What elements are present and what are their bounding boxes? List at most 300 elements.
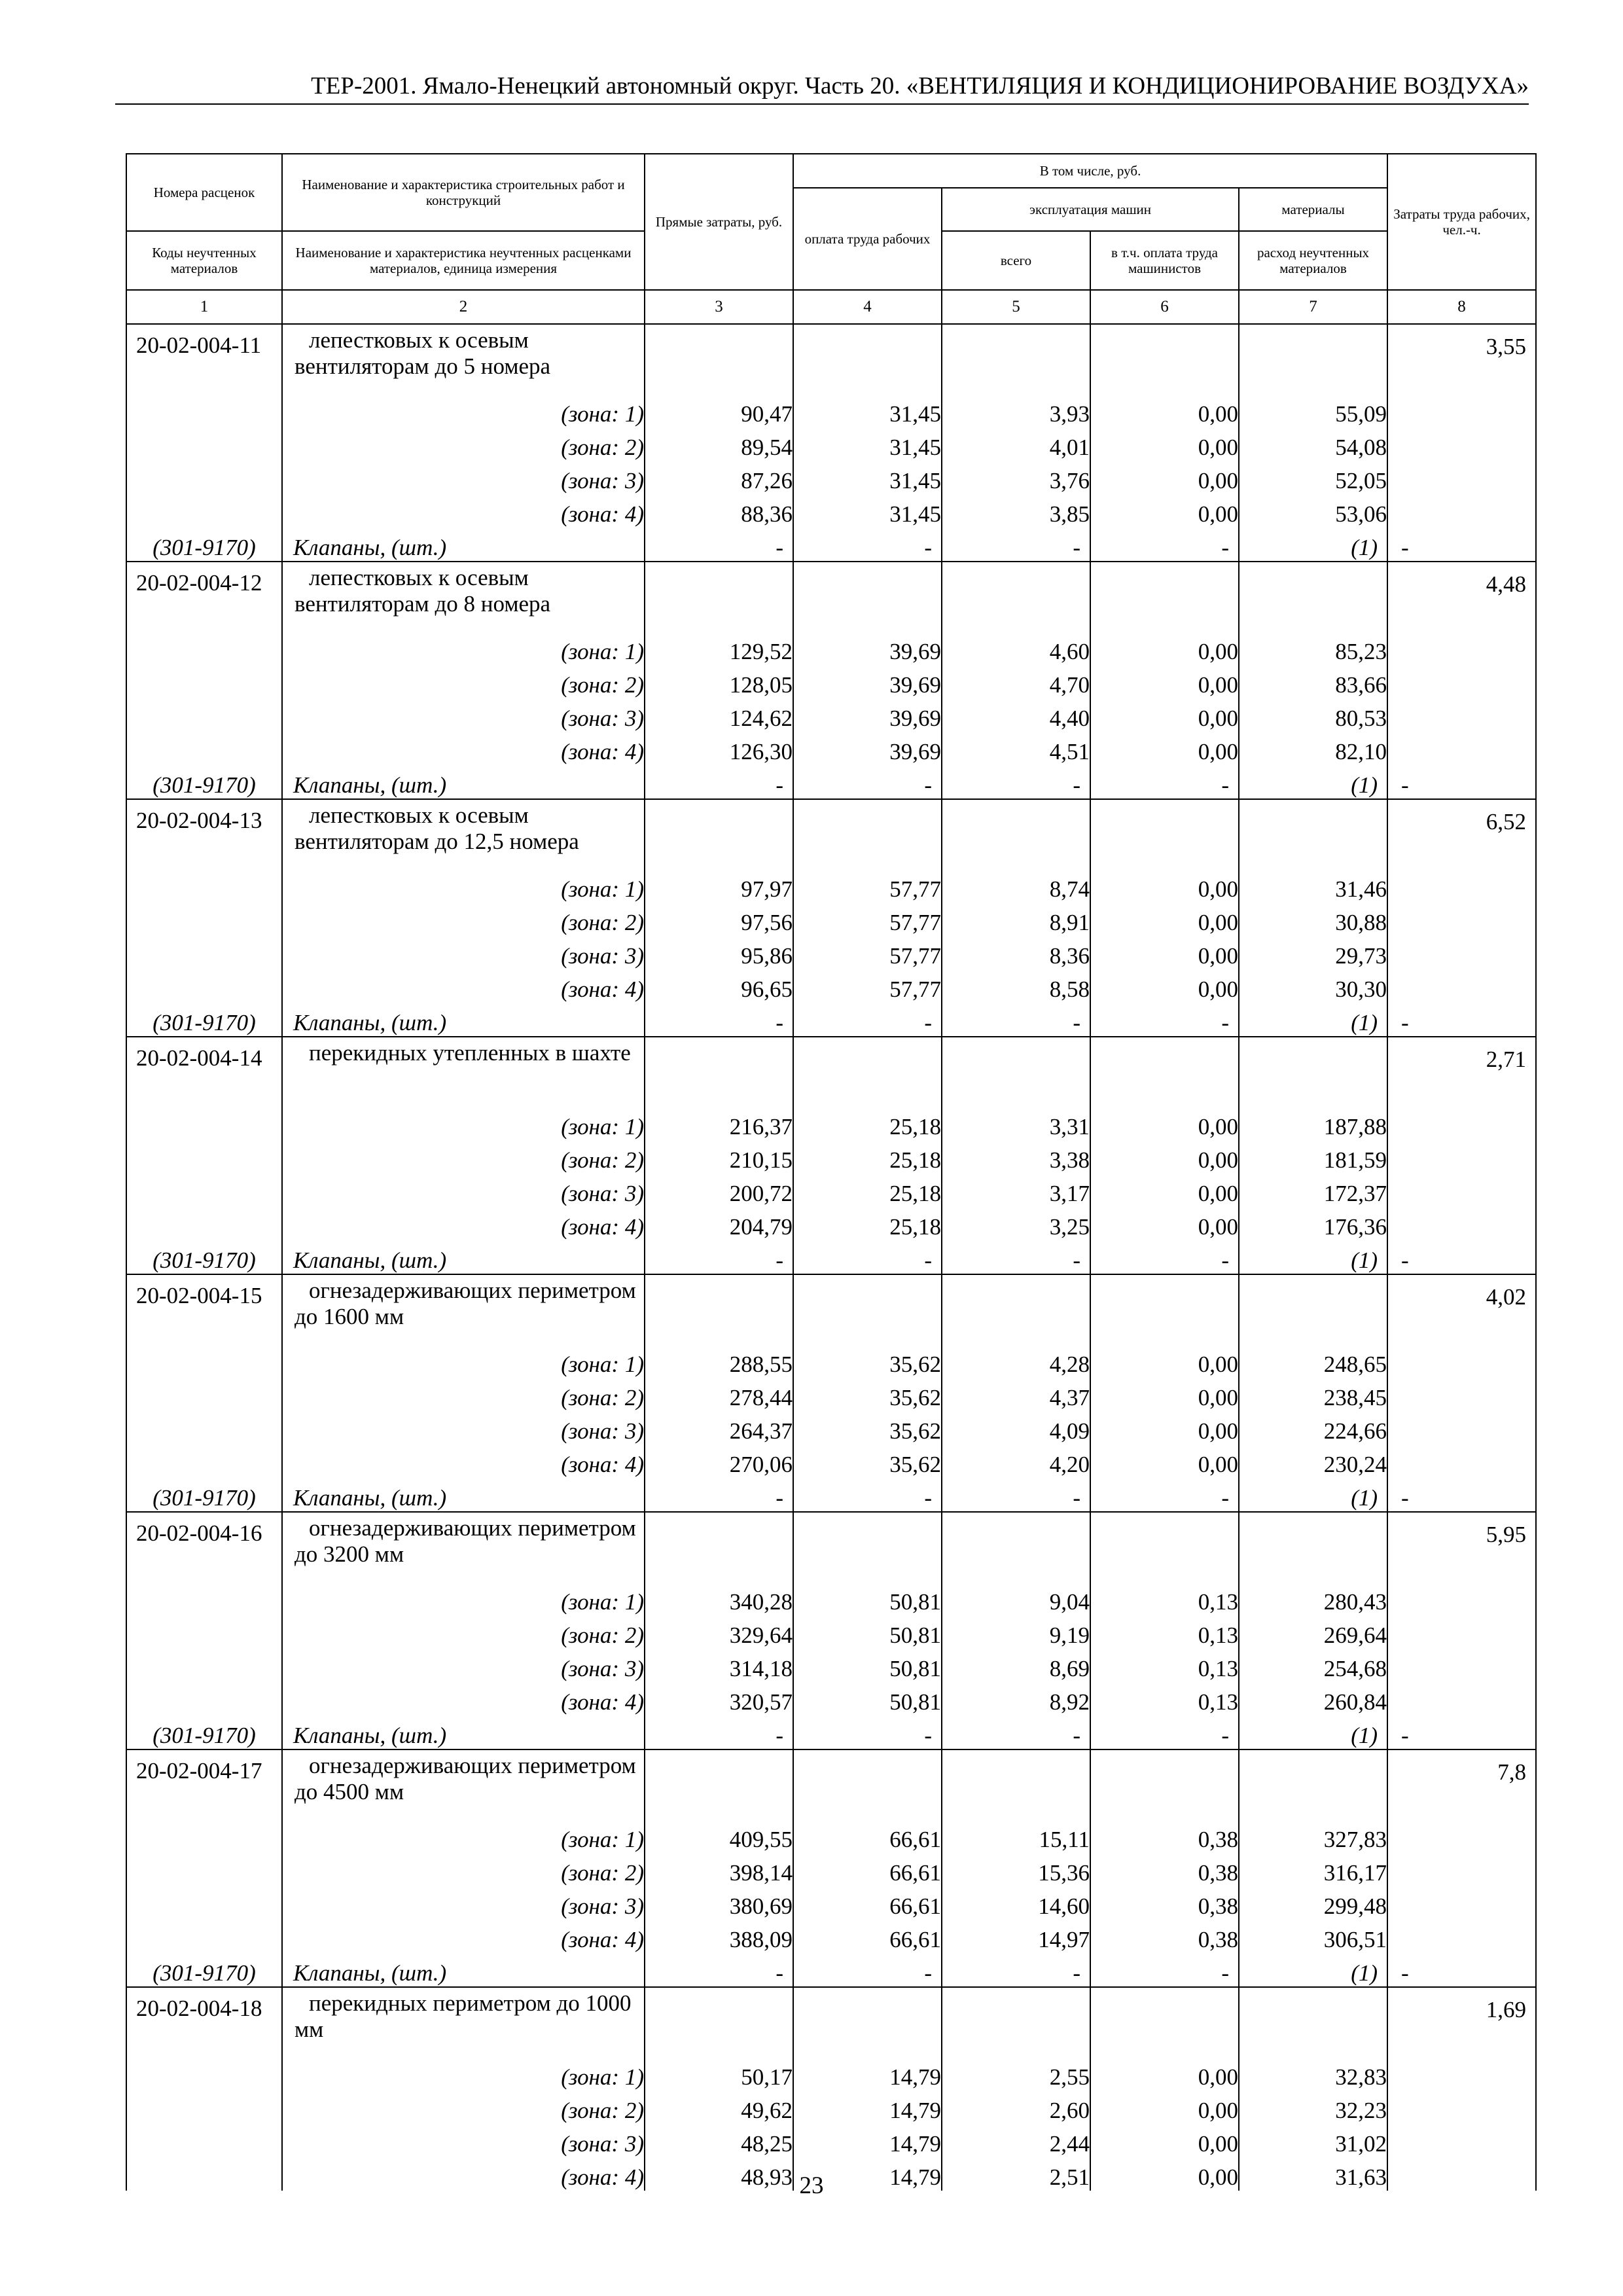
column-number: 8 [1387, 290, 1536, 324]
empty-cell [1387, 1140, 1536, 1174]
rate-code: 20-02-004-14 [126, 1037, 282, 1107]
worker-pay: 25,18 [793, 1140, 942, 1174]
empty-cell [942, 1749, 1090, 1820]
empty-cell [1387, 2090, 1536, 2124]
empty-cell [126, 732, 282, 765]
machine-total: 3,25 [942, 1207, 1090, 1240]
empty-cell [126, 1886, 282, 1920]
machinist-pay: 0,13 [1090, 1649, 1239, 1682]
empty-cell [1387, 2057, 1536, 2090]
machine-total: 4,37 [942, 1378, 1090, 1411]
empty-cell [1090, 1274, 1239, 1344]
empty-cell [1239, 1274, 1387, 1344]
rate-name: огнезадерживающих периметром до 4500 мм [282, 1749, 645, 1820]
machinist-pay: 0,00 [1090, 427, 1239, 461]
empty-cell [1239, 1037, 1387, 1107]
direct-costs: 88,36 [645, 494, 793, 528]
empty-cell [126, 1582, 282, 1615]
empty-cell [793, 799, 942, 869]
zone-label: (зона: 3) [282, 461, 645, 494]
empty-cell [1239, 1987, 1387, 2057]
material-dash: - [1387, 528, 1536, 562]
direct-costs: 388,09 [645, 1920, 793, 1953]
machine-total: 8,91 [942, 903, 1090, 936]
empty-cell [126, 1411, 282, 1444]
zone-row [126, 969, 1536, 1003]
empty-cell [793, 1987, 942, 2057]
direct-costs: 320,57 [645, 1682, 793, 1715]
zone-label: (зона: 3) [282, 1174, 645, 1207]
zone-label: (зона: 1) [282, 1344, 645, 1378]
empty-cell [126, 698, 282, 732]
zone-row [126, 1444, 1536, 1478]
material-row [126, 1478, 1536, 1512]
labor-costs: 5,95 [1387, 1512, 1536, 1582]
machinist-pay: 0,00 [1090, 969, 1239, 1003]
empty-cell [126, 2124, 282, 2157]
material-dash: - [942, 1478, 1090, 1512]
worker-pay: 25,18 [793, 1174, 942, 1207]
material-costs: 224,66 [1239, 1411, 1387, 1444]
header-material-name: Наименование и характеристика неучтенных расценками материалов, единица измерения [282, 231, 645, 290]
empty-cell [1090, 1987, 1239, 2057]
empty-cell [1239, 324, 1387, 394]
material-dash: - [645, 1478, 793, 1512]
material-dash: - [942, 1715, 1090, 1749]
material-dash: - [1090, 1240, 1239, 1274]
machinist-pay: 0,38 [1090, 1920, 1239, 1953]
direct-costs: 95,86 [645, 936, 793, 969]
material-dash: - [645, 1003, 793, 1037]
zone-row [126, 1344, 1536, 1378]
rate-name: огнезадерживающих периметром до 1600 мм [282, 1274, 645, 1344]
rate-code: 20-02-004-15 [126, 1274, 282, 1344]
material-costs: 187,88 [1239, 1107, 1387, 1140]
zone-label: (зона: 4) [282, 1920, 645, 1953]
zone-label: (зона: 1) [282, 394, 645, 427]
rate-name: огнезадерживающих периметром до 3200 мм [282, 1512, 645, 1582]
zone-row [126, 1174, 1536, 1207]
material-costs: 52,05 [1239, 461, 1387, 494]
material-costs: 248,65 [1239, 1344, 1387, 1378]
worker-pay: 39,69 [793, 632, 942, 665]
labor-costs: 6,52 [1387, 799, 1536, 869]
empty-cell [942, 799, 1090, 869]
worker-pay: 50,81 [793, 1582, 942, 1615]
zone-label: (зона: 1) [282, 1582, 645, 1615]
zone-row [126, 1886, 1536, 1920]
material-row [126, 1715, 1536, 1749]
empty-cell [126, 903, 282, 936]
material-row [126, 1003, 1536, 1037]
material-costs: 32,23 [1239, 2090, 1387, 2124]
empty-cell [1090, 562, 1239, 632]
header-rule [115, 103, 1529, 105]
machine-total: 9,19 [942, 1615, 1090, 1649]
machine-total: 8,58 [942, 969, 1090, 1003]
direct-costs: 270,06 [645, 1444, 793, 1478]
zone-label: (зона: 2) [282, 1615, 645, 1649]
direct-costs: 128,05 [645, 665, 793, 698]
zone-row [126, 1140, 1536, 1174]
machine-total: 2,60 [942, 2090, 1090, 2124]
header-machinist-pay: в т.ч. оплата труда машинистов [1090, 231, 1239, 290]
empty-cell [645, 1749, 793, 1820]
labor-costs: 7,8 [1387, 1749, 1536, 1820]
direct-costs: 96,65 [645, 969, 793, 1003]
material-dash: - [1090, 1003, 1239, 1037]
machine-total: 4,70 [942, 665, 1090, 698]
rate-code: 20-02-004-16 [126, 1512, 282, 1582]
empty-cell [126, 1615, 282, 1649]
machinist-pay: 0,00 [1090, 1344, 1239, 1378]
machine-total: 8,92 [942, 1682, 1090, 1715]
machinist-pay: 0,00 [1090, 1174, 1239, 1207]
empty-cell [126, 461, 282, 494]
empty-cell [942, 1512, 1090, 1582]
empty-cell [1387, 698, 1536, 732]
machinist-pay: 0,00 [1090, 1140, 1239, 1174]
rate-name: лепестковых к осевым вентиляторам до 12,5 номера [282, 799, 645, 869]
header-in-total: В том числе, руб. [793, 154, 1387, 188]
rate-title-row [126, 1749, 1536, 1820]
worker-pay: 31,45 [793, 394, 942, 427]
worker-pay: 57,77 [793, 903, 942, 936]
material-costs: 31,02 [1239, 2124, 1387, 2157]
machine-total: 15,11 [942, 1820, 1090, 1853]
material-row [126, 765, 1536, 799]
zone-label: (зона: 3) [282, 1411, 645, 1444]
direct-costs: 329,64 [645, 1615, 793, 1649]
page-number: 23 [799, 2172, 824, 2199]
worker-pay: 14,79 [793, 2057, 942, 2090]
material-dash: - [793, 1715, 942, 1749]
worker-pay: 25,18 [793, 1107, 942, 1140]
empty-cell [1387, 632, 1536, 665]
machinist-pay: 0,00 [1090, 632, 1239, 665]
header-rate-numbers: Номера расценок [126, 154, 282, 231]
zone-label: (зона: 4) [282, 2157, 645, 2191]
zone-row [126, 1378, 1536, 1411]
empty-cell [645, 324, 793, 394]
empty-cell [1387, 1649, 1536, 1682]
material-row [126, 1240, 1536, 1274]
rate-title-row [126, 799, 1536, 869]
zone-row [126, 665, 1536, 698]
material-name: Клапаны, (шт.) [282, 1478, 645, 1512]
direct-costs: 200,72 [645, 1174, 793, 1207]
rate-code: 20-02-004-13 [126, 799, 282, 869]
machinist-pay: 0,00 [1090, 1411, 1239, 1444]
empty-cell [1387, 1207, 1536, 1240]
machine-total: 4,09 [942, 1411, 1090, 1444]
empty-cell [1387, 1174, 1536, 1207]
material-dash: - [1090, 765, 1239, 799]
direct-costs: 210,15 [645, 1140, 793, 1174]
empty-cell [793, 1749, 942, 1820]
worker-pay: 39,69 [793, 732, 942, 765]
worker-pay: 50,81 [793, 1615, 942, 1649]
machine-total: 14,60 [942, 1886, 1090, 1920]
empty-cell [126, 1378, 282, 1411]
machinist-pay: 0,00 [1090, 2090, 1239, 2124]
empty-cell [1387, 1682, 1536, 1715]
worker-pay: 35,62 [793, 1411, 942, 1444]
empty-cell [793, 1274, 942, 1344]
material-costs: 83,66 [1239, 665, 1387, 698]
rate-name: перекидных периметром до 1000 мм [282, 1987, 645, 2057]
machinist-pay: 0,13 [1090, 1582, 1239, 1615]
empty-cell [1387, 1886, 1536, 1920]
worker-pay: 66,61 [793, 1886, 942, 1920]
zone-row [126, 1853, 1536, 1886]
machinist-pay: 0,00 [1090, 869, 1239, 903]
material-qty: (1) [1239, 1240, 1387, 1274]
worker-pay: 66,61 [793, 1853, 942, 1886]
direct-costs: 398,14 [645, 1853, 793, 1886]
zone-row [126, 1820, 1536, 1853]
labor-costs: 2,71 [1387, 1037, 1536, 1107]
material-costs: 299,48 [1239, 1886, 1387, 1920]
material-dash: - [793, 528, 942, 562]
labor-costs: 4,48 [1387, 562, 1536, 632]
empty-cell [942, 324, 1090, 394]
machine-total: 4,28 [942, 1344, 1090, 1378]
empty-cell [1387, 427, 1536, 461]
empty-cell [126, 1853, 282, 1886]
empty-cell [126, 1174, 282, 1207]
material-costs: 31,46 [1239, 869, 1387, 903]
empty-cell [1387, 494, 1536, 528]
machine-total: 15,36 [942, 1853, 1090, 1886]
rate-code: 20-02-004-11 [126, 324, 282, 394]
zone-row [126, 1649, 1536, 1682]
empty-cell [942, 1037, 1090, 1107]
machinist-pay: 0,00 [1090, 1378, 1239, 1411]
empty-cell [1387, 732, 1536, 765]
direct-costs: 288,55 [645, 1344, 793, 1378]
machine-total: 4,60 [942, 632, 1090, 665]
direct-costs: 49,62 [645, 2090, 793, 2124]
machinist-pay: 0,00 [1090, 2124, 1239, 2157]
material-row [126, 528, 1536, 562]
column-number: 4 [793, 290, 942, 324]
zone-row [126, 1207, 1536, 1240]
column-number: 6 [1090, 290, 1239, 324]
material-costs: 269,64 [1239, 1615, 1387, 1649]
empty-cell [126, 869, 282, 903]
machinist-pay: 0,38 [1090, 1820, 1239, 1853]
empty-cell [126, 1649, 282, 1682]
machinist-pay: 0,00 [1090, 903, 1239, 936]
machinist-pay: 0,00 [1090, 394, 1239, 427]
empty-cell [942, 1987, 1090, 2057]
rates-table [126, 153, 1537, 2191]
machinist-pay: 0,00 [1090, 461, 1239, 494]
worker-pay: 50,81 [793, 1649, 942, 1682]
material-costs: 238,45 [1239, 1378, 1387, 1411]
machinist-pay: 0,00 [1090, 1207, 1239, 1240]
material-qty: (1) [1239, 1478, 1387, 1512]
worker-pay: 39,69 [793, 698, 942, 732]
empty-cell [1239, 799, 1387, 869]
material-qty: (1) [1239, 1953, 1387, 1987]
zone-row [126, 732, 1536, 765]
material-costs: 260,84 [1239, 1682, 1387, 1715]
rate-title-row [126, 1274, 1536, 1344]
zone-label: (зона: 2) [282, 2090, 645, 2124]
direct-costs: 48,25 [645, 2124, 793, 2157]
table-header [126, 154, 1536, 324]
empty-cell [1387, 461, 1536, 494]
empty-cell [126, 494, 282, 528]
running-header: ТЕР-2001. Ямало-Ненецкий автономный округ. Часть 20. «ВЕНТИЛЯЦИЯ И КОНДИЦИОНИРОВАНИЕ ВОЗДУХА» [311, 73, 1529, 99]
material-code: (301-9170) [126, 1240, 282, 1274]
rate-title-row [126, 562, 1536, 632]
material-dash: - [645, 1953, 793, 1987]
empty-cell [1239, 1512, 1387, 1582]
material-code: (301-9170) [126, 1953, 282, 1987]
machine-total: 4,40 [942, 698, 1090, 732]
rate-name: лепестковых к осевым вентиляторам до 8 номера [282, 562, 645, 632]
header-direct-costs: Прямые затраты, руб. [645, 154, 793, 290]
zone-label: (зона: 1) [282, 1107, 645, 1140]
rate-title-row [126, 1987, 1536, 2057]
zone-label: (зона: 3) [282, 936, 645, 969]
empty-cell [1387, 1853, 1536, 1886]
worker-pay: 66,61 [793, 1920, 942, 1953]
zone-row [126, 903, 1536, 936]
empty-cell [1387, 936, 1536, 969]
column-number: 5 [942, 290, 1090, 324]
empty-cell [126, 1820, 282, 1853]
rate-code: 20-02-004-18 [126, 1987, 282, 2057]
zone-label: (зона: 2) [282, 1853, 645, 1886]
empty-cell [126, 394, 282, 427]
material-dash: - [1387, 1715, 1536, 1749]
direct-costs: 50,17 [645, 2057, 793, 2090]
material-dash: - [1387, 1478, 1536, 1512]
labor-costs: 4,02 [1387, 1274, 1536, 1344]
zone-label: (зона: 2) [282, 665, 645, 698]
empty-cell [1387, 1378, 1536, 1411]
material-name: Клапаны, (шт.) [282, 528, 645, 562]
direct-costs: 124,62 [645, 698, 793, 732]
direct-costs: 90,47 [645, 394, 793, 427]
empty-cell [1387, 903, 1536, 936]
material-code: (301-9170) [126, 528, 282, 562]
worker-pay: 14,79 [793, 2157, 942, 2191]
material-name: Клапаны, (шт.) [282, 765, 645, 799]
direct-costs: 340,28 [645, 1582, 793, 1615]
machine-total: 3,31 [942, 1107, 1090, 1140]
zone-row [126, 698, 1536, 732]
machinist-pay: 0,38 [1090, 1886, 1239, 1920]
rate-name: перекидных утепленных в шахте [282, 1037, 645, 1107]
material-dash: - [942, 528, 1090, 562]
empty-cell [645, 1987, 793, 2057]
material-dash: - [1090, 1953, 1239, 1987]
zone-label: (зона: 2) [282, 1378, 645, 1411]
material-name: Клапаны, (шт.) [282, 1715, 645, 1749]
zone-row [126, 632, 1536, 665]
machinist-pay: 0,00 [1090, 1107, 1239, 1140]
machine-total: 8,69 [942, 1649, 1090, 1682]
material-costs: 55,09 [1239, 394, 1387, 427]
empty-cell [1387, 394, 1536, 427]
rate-name: лепестковых к осевым вентиляторам до 5 номера [282, 324, 645, 394]
machine-total: 2,55 [942, 2057, 1090, 2090]
machine-total: 3,38 [942, 1140, 1090, 1174]
material-qty: (1) [1239, 528, 1387, 562]
material-dash: - [1090, 528, 1239, 562]
direct-costs: 126,30 [645, 732, 793, 765]
direct-costs: 48,93 [645, 2157, 793, 2191]
machine-total: 3,76 [942, 461, 1090, 494]
column-number: 7 [1239, 290, 1387, 324]
material-costs: 172,37 [1239, 1174, 1387, 1207]
header-unaccounted-materials: расход неучтенных материалов [1239, 231, 1387, 290]
machine-total: 4,51 [942, 732, 1090, 765]
zone-row [126, 1920, 1536, 1953]
zone-label: (зона: 3) [282, 698, 645, 732]
empty-cell [126, 427, 282, 461]
zone-label: (зона: 1) [282, 869, 645, 903]
material-costs: 181,59 [1239, 1140, 1387, 1174]
empty-cell [1387, 1107, 1536, 1140]
worker-pay: 31,45 [793, 494, 942, 528]
column-number: 2 [282, 290, 645, 324]
machinist-pay: 0,00 [1090, 1444, 1239, 1478]
machine-total: 3,85 [942, 494, 1090, 528]
material-costs: 29,73 [1239, 936, 1387, 969]
empty-cell [1090, 324, 1239, 394]
worker-pay: 35,62 [793, 1444, 942, 1478]
empty-cell [942, 1274, 1090, 1344]
machinist-pay: 0,00 [1090, 665, 1239, 698]
machine-total: 4,20 [942, 1444, 1090, 1478]
machine-total: 9,04 [942, 1582, 1090, 1615]
zone-label: (зона: 3) [282, 1649, 645, 1682]
machine-total: 2,51 [942, 2157, 1090, 2191]
worker-pay: 14,79 [793, 2090, 942, 2124]
zone-row [126, 427, 1536, 461]
material-dash: - [793, 1953, 942, 1987]
header-machine-total: всего [942, 231, 1090, 290]
material-costs: 53,06 [1239, 494, 1387, 528]
material-dash: - [1387, 765, 1536, 799]
machinist-pay: 0,13 [1090, 1682, 1239, 1715]
material-code: (301-9170) [126, 765, 282, 799]
zone-label: (зона: 4) [282, 732, 645, 765]
direct-costs: 97,56 [645, 903, 793, 936]
zone-label: (зона: 4) [282, 494, 645, 528]
empty-cell [1090, 1512, 1239, 1582]
zone-label: (зона: 4) [282, 1444, 645, 1478]
material-costs: 54,08 [1239, 427, 1387, 461]
material-dash: - [942, 1003, 1090, 1037]
zone-row [126, 494, 1536, 528]
empty-cell [1387, 1920, 1536, 1953]
material-code: (301-9170) [126, 1715, 282, 1749]
material-costs: 32,83 [1239, 2057, 1387, 2090]
zone-label: (зона: 4) [282, 969, 645, 1003]
worker-pay: 14,79 [793, 2124, 942, 2157]
empty-cell [645, 1037, 793, 1107]
header-worker-pay: оплата труда рабочих [793, 188, 942, 290]
zone-row [126, 936, 1536, 969]
material-dash: - [645, 765, 793, 799]
